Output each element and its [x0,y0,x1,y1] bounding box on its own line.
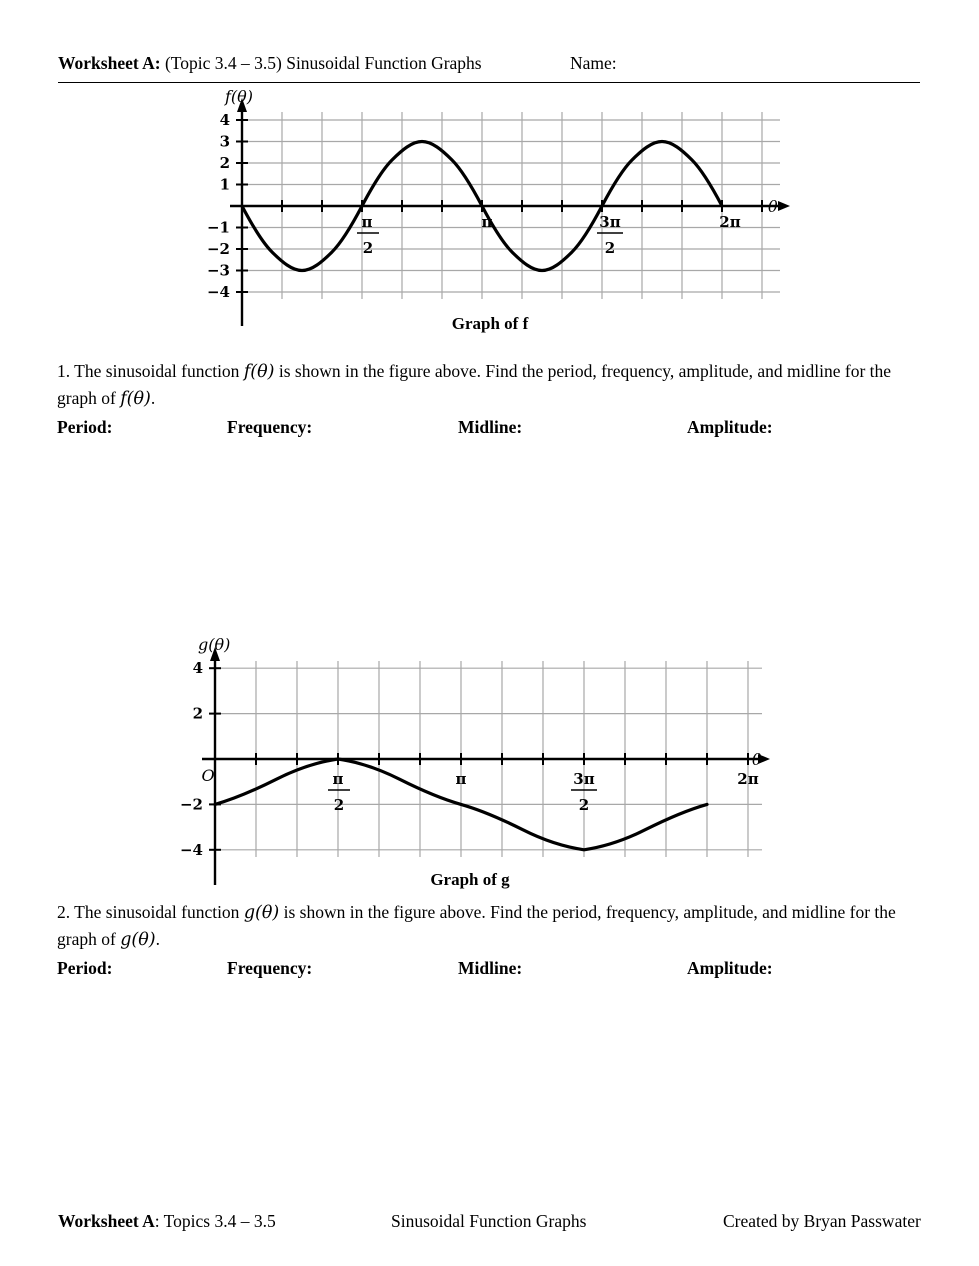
x-tick-label-g-pi: π [455,770,467,788]
footer-left [58,1211,276,1232]
prompt-amplitude-2: Amplitude: [687,958,773,978]
figure-caption-g: Graph of g [430,870,510,889]
y-tick-label-f-3: 3 [219,132,230,151]
prompt-amplitude-1: Amplitude: [687,417,773,437]
prompt-midline-2: Midline: [458,958,523,978]
graph-f-svg [190,86,790,336]
footer-right: Created by Bryan Passwater [723,1211,921,1231]
svg-text:3π: 3π [573,770,595,788]
figure-graph-f [190,86,790,336]
x-axis-name-f: θ [768,197,778,216]
header-name-label: Name: [570,53,617,73]
y-tick-label-f-m3: −3 [206,261,230,280]
prompt-row-1 [57,417,921,439]
question-2-text-c: graph of [57,929,121,949]
y-tick-label-g-2: 2 [192,704,203,723]
x-axis-name-g: θ [752,750,762,769]
prompt-period-2: Period: [57,958,113,978]
question-1-text-a: 1. The sinusoidal function [57,361,244,381]
y-tick-label-f-4: 4 [219,111,230,129]
origin-label-g: O [201,766,215,785]
prompt-frequency-2: Frequency: [227,958,313,978]
header-subtitle: (Topic 3.4 – 3.5) Sinusoidal Function Graphs [160,53,482,73]
y-tick-label-g-m2: −2 [179,795,203,814]
y-tick-label-g-m4: −4 [179,841,203,859]
worksheet-header [58,52,920,83]
svg-text:π: π [361,213,373,231]
svg-text:2: 2 [362,239,374,257]
question-1-func-1: f(θ) [243,362,275,382]
figure-caption-f: Graph of f [451,314,529,333]
worksheet-footer [58,1211,922,1235]
x-tick-label-f-3pi-over-2 [597,213,623,257]
question-2-text-b: is shown in the figure above. Find the period, frequency, amplitude, and midline for the [279,902,896,922]
question-2 [57,899,921,953]
footer-left-rest: : Topics 3.4 – 3.5 [154,1211,276,1231]
question-2-func-2: g(θ) [120,930,156,950]
header-title: Worksheet A: [58,53,161,73]
question-1-text-d: . [150,388,156,408]
x-axis-f-arrowhead [778,201,790,211]
x-tick-label-g-pi-over-2 [328,770,350,814]
x-tick-label-g-2pi: 2π [737,770,759,788]
x-tick-label-f-pi: π [481,213,493,231]
question-2-text-d: . [155,929,160,949]
x-tick-label-f-pi-over-2 [357,213,379,257]
y-tick-label-f-1: 1 [219,175,230,194]
footer-left-bold: Worksheet A [58,1211,155,1231]
y-tick-label-f-m2: −2 [206,240,230,258]
question-2-text-a: 2. The sinusoidal function [57,902,244,922]
prompt-midline-1: Midline: [458,417,523,437]
svg-text:2: 2 [333,796,345,814]
question-1-text-b: is shown in the figure above. Find the period, frequency, amplitude, and midline for the [274,361,892,381]
y-tick-label-g-4: 4 [192,659,203,677]
svg-text:3π: 3π [599,213,621,231]
y-tick-label-f-m4: −4 [206,283,230,301]
y-tick-label-f-2: 2 [219,154,230,172]
y-axis-name-g: g(θ) [198,635,231,654]
prompt-frequency-1: Frequency: [227,417,313,437]
question-2-func-1: g(θ) [243,903,280,923]
footer-middle: Sinusoidal Function Graphs [391,1211,587,1231]
svg-text:2: 2 [604,239,616,257]
y-tick-label-f-m1: −1 [206,218,230,237]
question-1-text-c: graph of [57,388,121,408]
y-axis-name-f: f(θ) [225,87,254,106]
x-tick-label-f-2pi: 2π [719,213,741,231]
prompt-period-1: Period: [57,417,113,437]
figure-graph-g [170,617,770,892]
header-title-line [58,52,482,74]
prompt-row-2 [57,958,921,980]
svg-text:π: π [332,770,344,788]
question-1 [57,358,921,412]
question-1-func-2: f(θ) [120,389,151,409]
graph-g-svg [170,617,770,892]
svg-text:2: 2 [578,796,590,814]
